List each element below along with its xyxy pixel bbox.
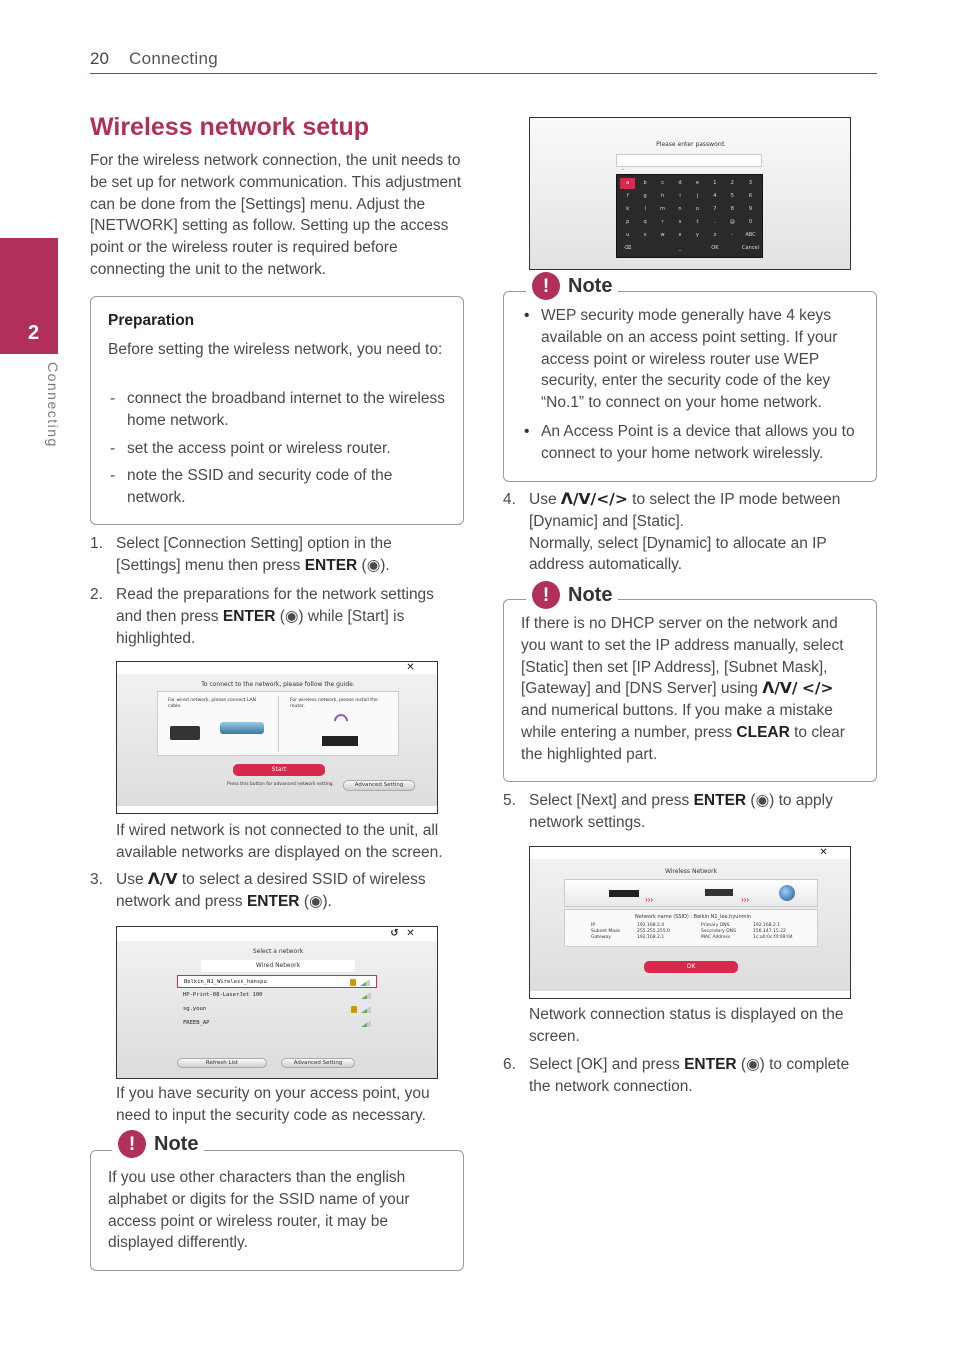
on-screen-keyboard[interactable]: [616, 174, 763, 258]
connection-diagram: [564, 879, 818, 907]
keyboard-key[interactable]: [725, 243, 740, 254]
keyboard-key[interactable]: r: [661, 219, 664, 225]
section-title: Connecting: [129, 49, 219, 68]
signal-icon: [361, 1006, 371, 1013]
advanced-hint: Press this button for advanced network setting.: [227, 782, 334, 787]
keyboard-key[interactable]: d: [678, 180, 682, 186]
keyboard-key[interactable]: q: [643, 219, 647, 225]
after-step-3: If you have security on your access point, you need to input the security code as necessary.: [116, 1085, 430, 1124]
signal-waves-icon: ›››: [645, 895, 653, 904]
keyboard-key[interactable]: 5: [730, 193, 734, 199]
network-details-panel: Network name (SSID) : Belkin N1_lee.hyunmin IP Subnet Mask Gateway 192.168.2.0 255.255.255.0 192.168.2.1 Primary DNS Secondary DNS MAC Address 192.168.2.1 156.147.15.22 1c:a0:0c:f4:09:04: [564, 909, 818, 947]
keyboard-key[interactable]: -: [731, 232, 734, 238]
refresh-list-button[interactable]: Refresh List: [177, 1058, 267, 1068]
note-box-wep: [503, 291, 877, 482]
screenshot-network-guide: [116, 661, 438, 814]
preparation-title: Preparation: [108, 312, 195, 329]
signal-icon: [361, 992, 371, 999]
note-box-ssid: [90, 1150, 464, 1271]
lan-cable-icon: [170, 726, 200, 740]
screenshot-password-keyboard: [529, 117, 851, 270]
keyboard-key[interactable]: t: [696, 219, 699, 225]
keyboard-key[interactable]: x: [678, 232, 682, 238]
player-icon: [609, 890, 639, 897]
keyboard-key[interactable]: s: [678, 219, 682, 225]
keyboard-key[interactable]: [690, 243, 705, 254]
network-row[interactable]: HP-Print-08-LaserJet 100: [177, 989, 377, 1002]
keyboard-key[interactable]: 6: [748, 193, 753, 199]
keyboard-key[interactable]: n: [678, 206, 682, 212]
close-icon: ✕: [406, 662, 415, 673]
keyboard-key[interactable]: e: [695, 180, 699, 186]
router-icon: [705, 889, 733, 896]
preparation-box: [90, 296, 464, 525]
keyboard-key[interactable]: ⌫: [624, 245, 632, 251]
keyboard-key[interactable]: h: [660, 193, 665, 199]
exclamation-icon: !: [532, 272, 560, 300]
chapter-number: 2: [28, 322, 40, 344]
keyboard-key[interactable]: 8: [730, 206, 734, 212]
close-icon[interactable]: ✕: [819, 847, 828, 858]
keyboard-key[interactable]: 2: [730, 180, 734, 186]
password-heading: Please enter password.: [656, 141, 726, 148]
exclamation-icon: !: [118, 1130, 146, 1158]
wired-network-row[interactable]: Wired Network: [201, 960, 355, 972]
keyboard-key[interactable]: j: [696, 193, 699, 199]
list-item: - set the access point or wireless router.: [108, 438, 448, 460]
step-4: 4. Use Λ/V/</> to select the IP mode between [Dynamic] and [Static]. Normally, select [Dynamic] to allocate an IP address automatically.: [503, 490, 841, 574]
keyboard-key[interactable]: ABC: [745, 232, 756, 238]
signal-waves-icon: ›››: [741, 895, 749, 904]
keyboard-key[interactable]: 7: [713, 206, 717, 212]
step-2: 2. Read the preparations for the network settings and then press ENTER (◉) while [Start] is highlighted.: [90, 586, 434, 647]
keyboard-key[interactable]: .: [714, 219, 716, 225]
list-item: - connect the broadband internet to the wireless home network.: [108, 388, 448, 432]
globe-icon: [779, 885, 795, 901]
advanced-setting-button[interactable]: Advanced Setting: [343, 780, 415, 791]
list-item: • WEP security mode generally have 4 keys available on an access point setting. If your access point or wireless router use WEP security, enter the security code of the key “No.1” to connect on your home network.: [521, 305, 861, 414]
list-item: • An Access Point is a device that allows you to connect to your home network wirelessly.: [521, 421, 861, 465]
network-row[interactable]: FREEB_AP: [177, 1017, 377, 1030]
note-text: If you use other characters than the english alphabet or digits for the SSID name of your access point or wireless router, it may be displayed differently.: [108, 1169, 410, 1252]
select-network-heading: Select a network: [252, 948, 304, 955]
keyboard-key[interactable]: c: [661, 180, 664, 186]
keyboard-key[interactable]: w: [660, 232, 665, 238]
after-step-5: Network connection status is displayed on the screen.: [529, 1006, 844, 1045]
page-number: 20: [90, 49, 109, 68]
keyboard-key[interactable]: o: [695, 206, 699, 212]
note-heading: ! Note: [112, 1130, 204, 1158]
keyboard-key[interactable]: g: [643, 193, 647, 199]
keyboard-key[interactable]: 4: [713, 193, 717, 199]
note-heading: ! Note: [526, 581, 618, 609]
preparation-lead: Before setting the wireless network, you need to:: [108, 341, 443, 358]
step-6: 6. Select [OK] and press ENTER (◉) to complete the network connection.: [503, 1056, 850, 1095]
page-title: Wireless network setup: [90, 113, 370, 141]
signal-icon: [361, 1020, 371, 1027]
keyboard-key[interactable]: 3: [748, 180, 753, 186]
keyboard-key[interactable]: v: [643, 232, 647, 238]
keyboard-key[interactable]: k: [626, 206, 630, 212]
close-icon[interactable]: ✕: [406, 928, 415, 939]
keyboard-key[interactable]: a: [620, 178, 635, 189]
keyboard-key[interactable]: _: [678, 245, 682, 251]
chapter-label: Connecting: [45, 362, 61, 448]
keyboard-key[interactable]: z: [713, 232, 717, 238]
guide-heading: To connect to the network, please follow the guide.: [201, 681, 355, 688]
step-5: 5. Select [Next] and press ENTER (◉) to apply network settings.: [503, 792, 833, 831]
ok-button[interactable]: OK: [644, 961, 738, 973]
keyboard-key[interactable]: p: [626, 219, 630, 225]
keyboard-key[interactable]: y: [695, 232, 699, 238]
keyboard-key[interactable]: 1: [713, 180, 717, 186]
lock-icon: [351, 1006, 357, 1013]
password-input[interactable]: ..: [616, 154, 762, 167]
screenshot-select-network: [116, 926, 438, 1079]
keyboard-key[interactable]: OK: [711, 245, 719, 251]
network-row[interactable]: Belkin_N1_Wireless_hanspu: [177, 975, 377, 988]
router-icon: [322, 736, 358, 746]
advanced-setting-button[interactable]: Advanced Setting: [281, 1058, 355, 1068]
lock-icon: [350, 979, 356, 986]
keyboard-key[interactable]: i: [679, 193, 681, 199]
header-rule: [90, 73, 877, 74]
keyboard-key[interactable]: b: [643, 180, 647, 186]
note-box-dhcp: If there is no DHCP server on the network and you want to set the IP address manually, select [Static] then set [IP Address], [Subnet Mask], [Gateway] and [DNS Server] using Λ/V/ </> and numerical buttons. If you make a mistake while entering a number, press CLEAR to clear the highlighted part.: [503, 599, 877, 782]
keyboard-key[interactable]: Cancel: [742, 245, 759, 251]
exclamation-icon: !: [532, 581, 560, 609]
guide-panel: For wired network, please connect LAN cable. For wireless network, please install the router.: [157, 691, 399, 756]
keyboard-key[interactable]: 0: [748, 219, 753, 225]
start-button[interactable]: Start: [233, 764, 325, 776]
back-icon[interactable]: ↺: [390, 928, 399, 939]
note-heading: ! Note: [526, 272, 618, 300]
signal-icon: [360, 979, 370, 986]
preparation-list: [108, 382, 448, 509]
keyboard-key[interactable]: 9: [748, 206, 753, 212]
screenshot-network-status: [529, 846, 851, 999]
keyboard-key[interactable]: [637, 243, 652, 254]
keyboard-key[interactable]: [655, 243, 670, 254]
keyboard-key[interactable]: f: [626, 193, 629, 199]
keyboard-key[interactable]: u: [626, 232, 630, 238]
note-list: [521, 305, 861, 472]
step-1: 1. Select [Connection Setting] option in the [Settings] menu then press ENTER (◉).: [90, 535, 392, 574]
keyboard-key[interactable]: l: [644, 206, 646, 212]
keyboard-key[interactable]: @: [729, 219, 735, 225]
keyboard-key[interactable]: m: [660, 206, 666, 212]
lan-plug-icon: [220, 722, 264, 734]
status-heading: Wireless Network: [664, 868, 718, 875]
network-row[interactable]: sg.youn: [177, 1003, 377, 1016]
after-step-2: If wired network is not connected to the unit, all available networks are displayed on the screen.: [116, 822, 443, 861]
list-item: - note the SSID and security code of the network.: [108, 465, 448, 509]
step-3: 3. Use Λ/V to select a desired SSID of wireless network and press ENTER (◉).: [90, 870, 426, 910]
intro-paragraph: For the wireless network connection, the unit needs to be set up for network communication. This adjustment can be done from the [Settings] menu. Adjust the [NETWORK] setting as follow. Setting up the access point or the wireless router is required before connecting the unit to the network.: [90, 152, 462, 278]
